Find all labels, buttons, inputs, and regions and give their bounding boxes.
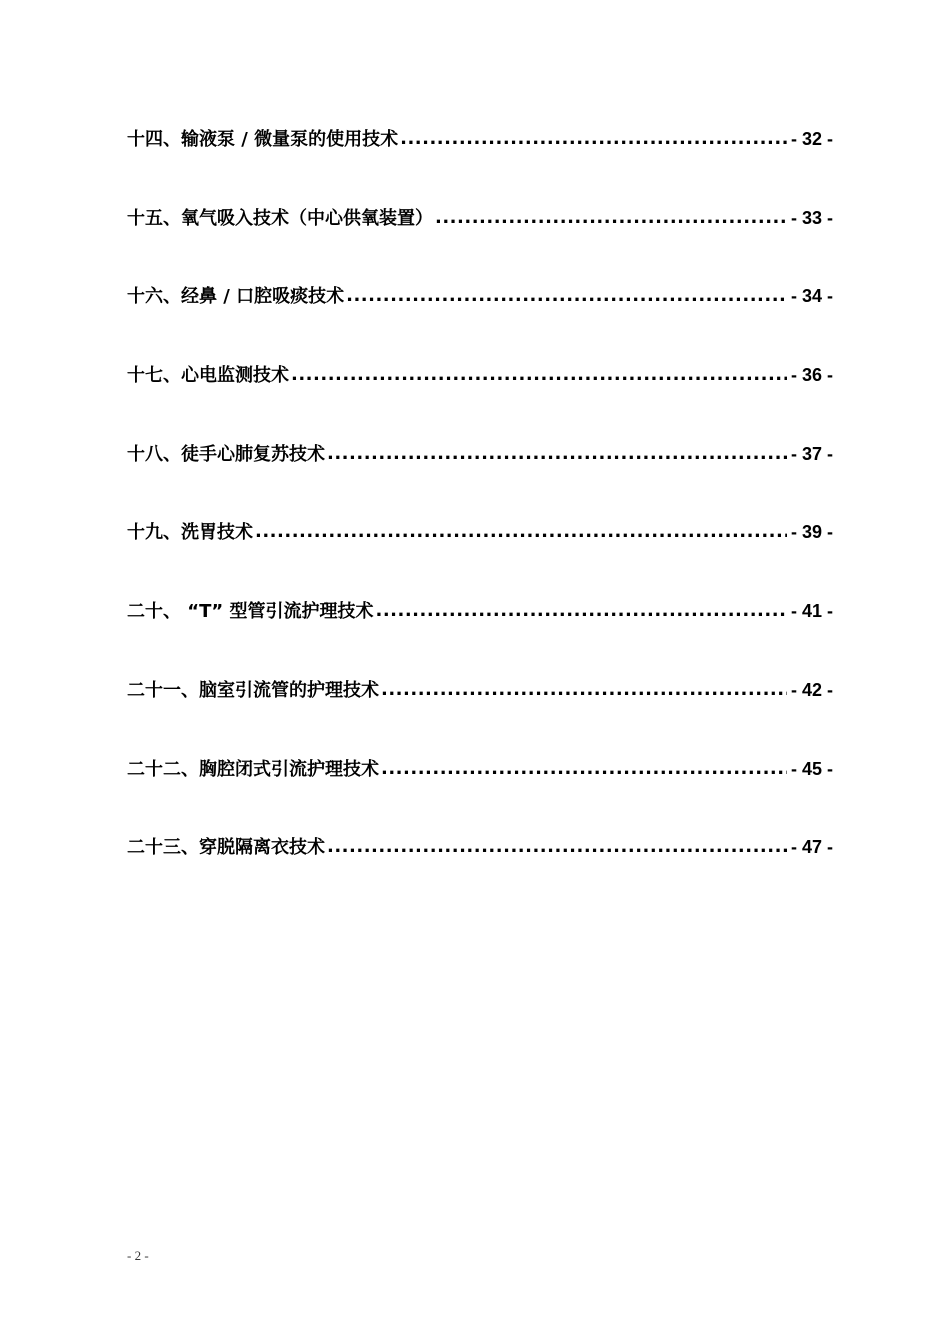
toc-dot-leader bbox=[255, 515, 787, 549]
toc-entry-title: 十六、经鼻 / 口腔吸痰技术 bbox=[127, 286, 345, 308]
toc-entry-title: 十五、氧气吸入技术（中心供氧装置） bbox=[127, 207, 433, 229]
toc-entry[interactable] bbox=[127, 122, 833, 201]
toc-entry[interactable] bbox=[127, 830, 833, 909]
toc-dot-leader bbox=[381, 752, 787, 786]
toc-entry-page: - 36 - bbox=[790, 365, 833, 386]
toc-dot-leader bbox=[435, 201, 787, 235]
toc-dot-leader bbox=[400, 122, 787, 156]
toc-entry-page: - 41 - bbox=[790, 601, 833, 622]
toc-entry-page: - 45 - bbox=[790, 758, 833, 779]
toc-entry-title: 二十一、脑室引流管的护理技术 bbox=[127, 679, 379, 701]
toc-entry[interactable] bbox=[127, 515, 833, 594]
toc-entry-page: - 47 - bbox=[790, 837, 833, 858]
toc-entry-page: - 39 - bbox=[790, 522, 833, 543]
toc-entry[interactable] bbox=[127, 358, 833, 437]
footer-page-number: - 2 - bbox=[127, 1248, 149, 1263]
toc-dot-leader bbox=[327, 437, 787, 471]
toc-entry-title: 十九、洗胃技术 bbox=[127, 522, 253, 544]
toc-entry-title: 二十、 “T” 型管引流护理技术 bbox=[127, 601, 374, 623]
toc-entry-page: - 33 - bbox=[790, 207, 833, 228]
toc-entry-page: - 37 - bbox=[790, 443, 833, 464]
toc-entry-page: - 32 - bbox=[790, 129, 833, 149]
toc-entry-title: 十四、输液泵 / 微量泵的使用技术 bbox=[127, 129, 399, 150]
toc-dot-leader bbox=[346, 279, 787, 313]
toc-entry[interactable] bbox=[127, 673, 833, 752]
toc-entry-title: 十八、徒手心肺复苏技术 bbox=[127, 443, 325, 465]
toc-entry[interactable] bbox=[127, 201, 833, 280]
toc-dot-leader bbox=[381, 673, 787, 707]
toc-entry[interactable] bbox=[127, 752, 833, 831]
toc-dot-leader bbox=[327, 830, 787, 864]
toc-entry[interactable] bbox=[127, 594, 833, 673]
toc-entry-page: - 42 - bbox=[790, 679, 833, 700]
table-of-contents bbox=[127, 122, 833, 909]
toc-entry[interactable] bbox=[127, 279, 833, 358]
toc-entry-title: 二十三、穿脱隔离衣技术 bbox=[127, 837, 325, 859]
toc-dot-leader bbox=[375, 594, 787, 628]
toc-entry-page: - 34 - bbox=[790, 286, 833, 307]
toc-entry-title: 十七、心电监测技术 bbox=[127, 365, 289, 387]
toc-entry[interactable] bbox=[127, 437, 833, 516]
toc-entry-title: 二十二、胸腔闭式引流护理技术 bbox=[127, 758, 379, 780]
toc-dot-leader bbox=[291, 358, 787, 392]
